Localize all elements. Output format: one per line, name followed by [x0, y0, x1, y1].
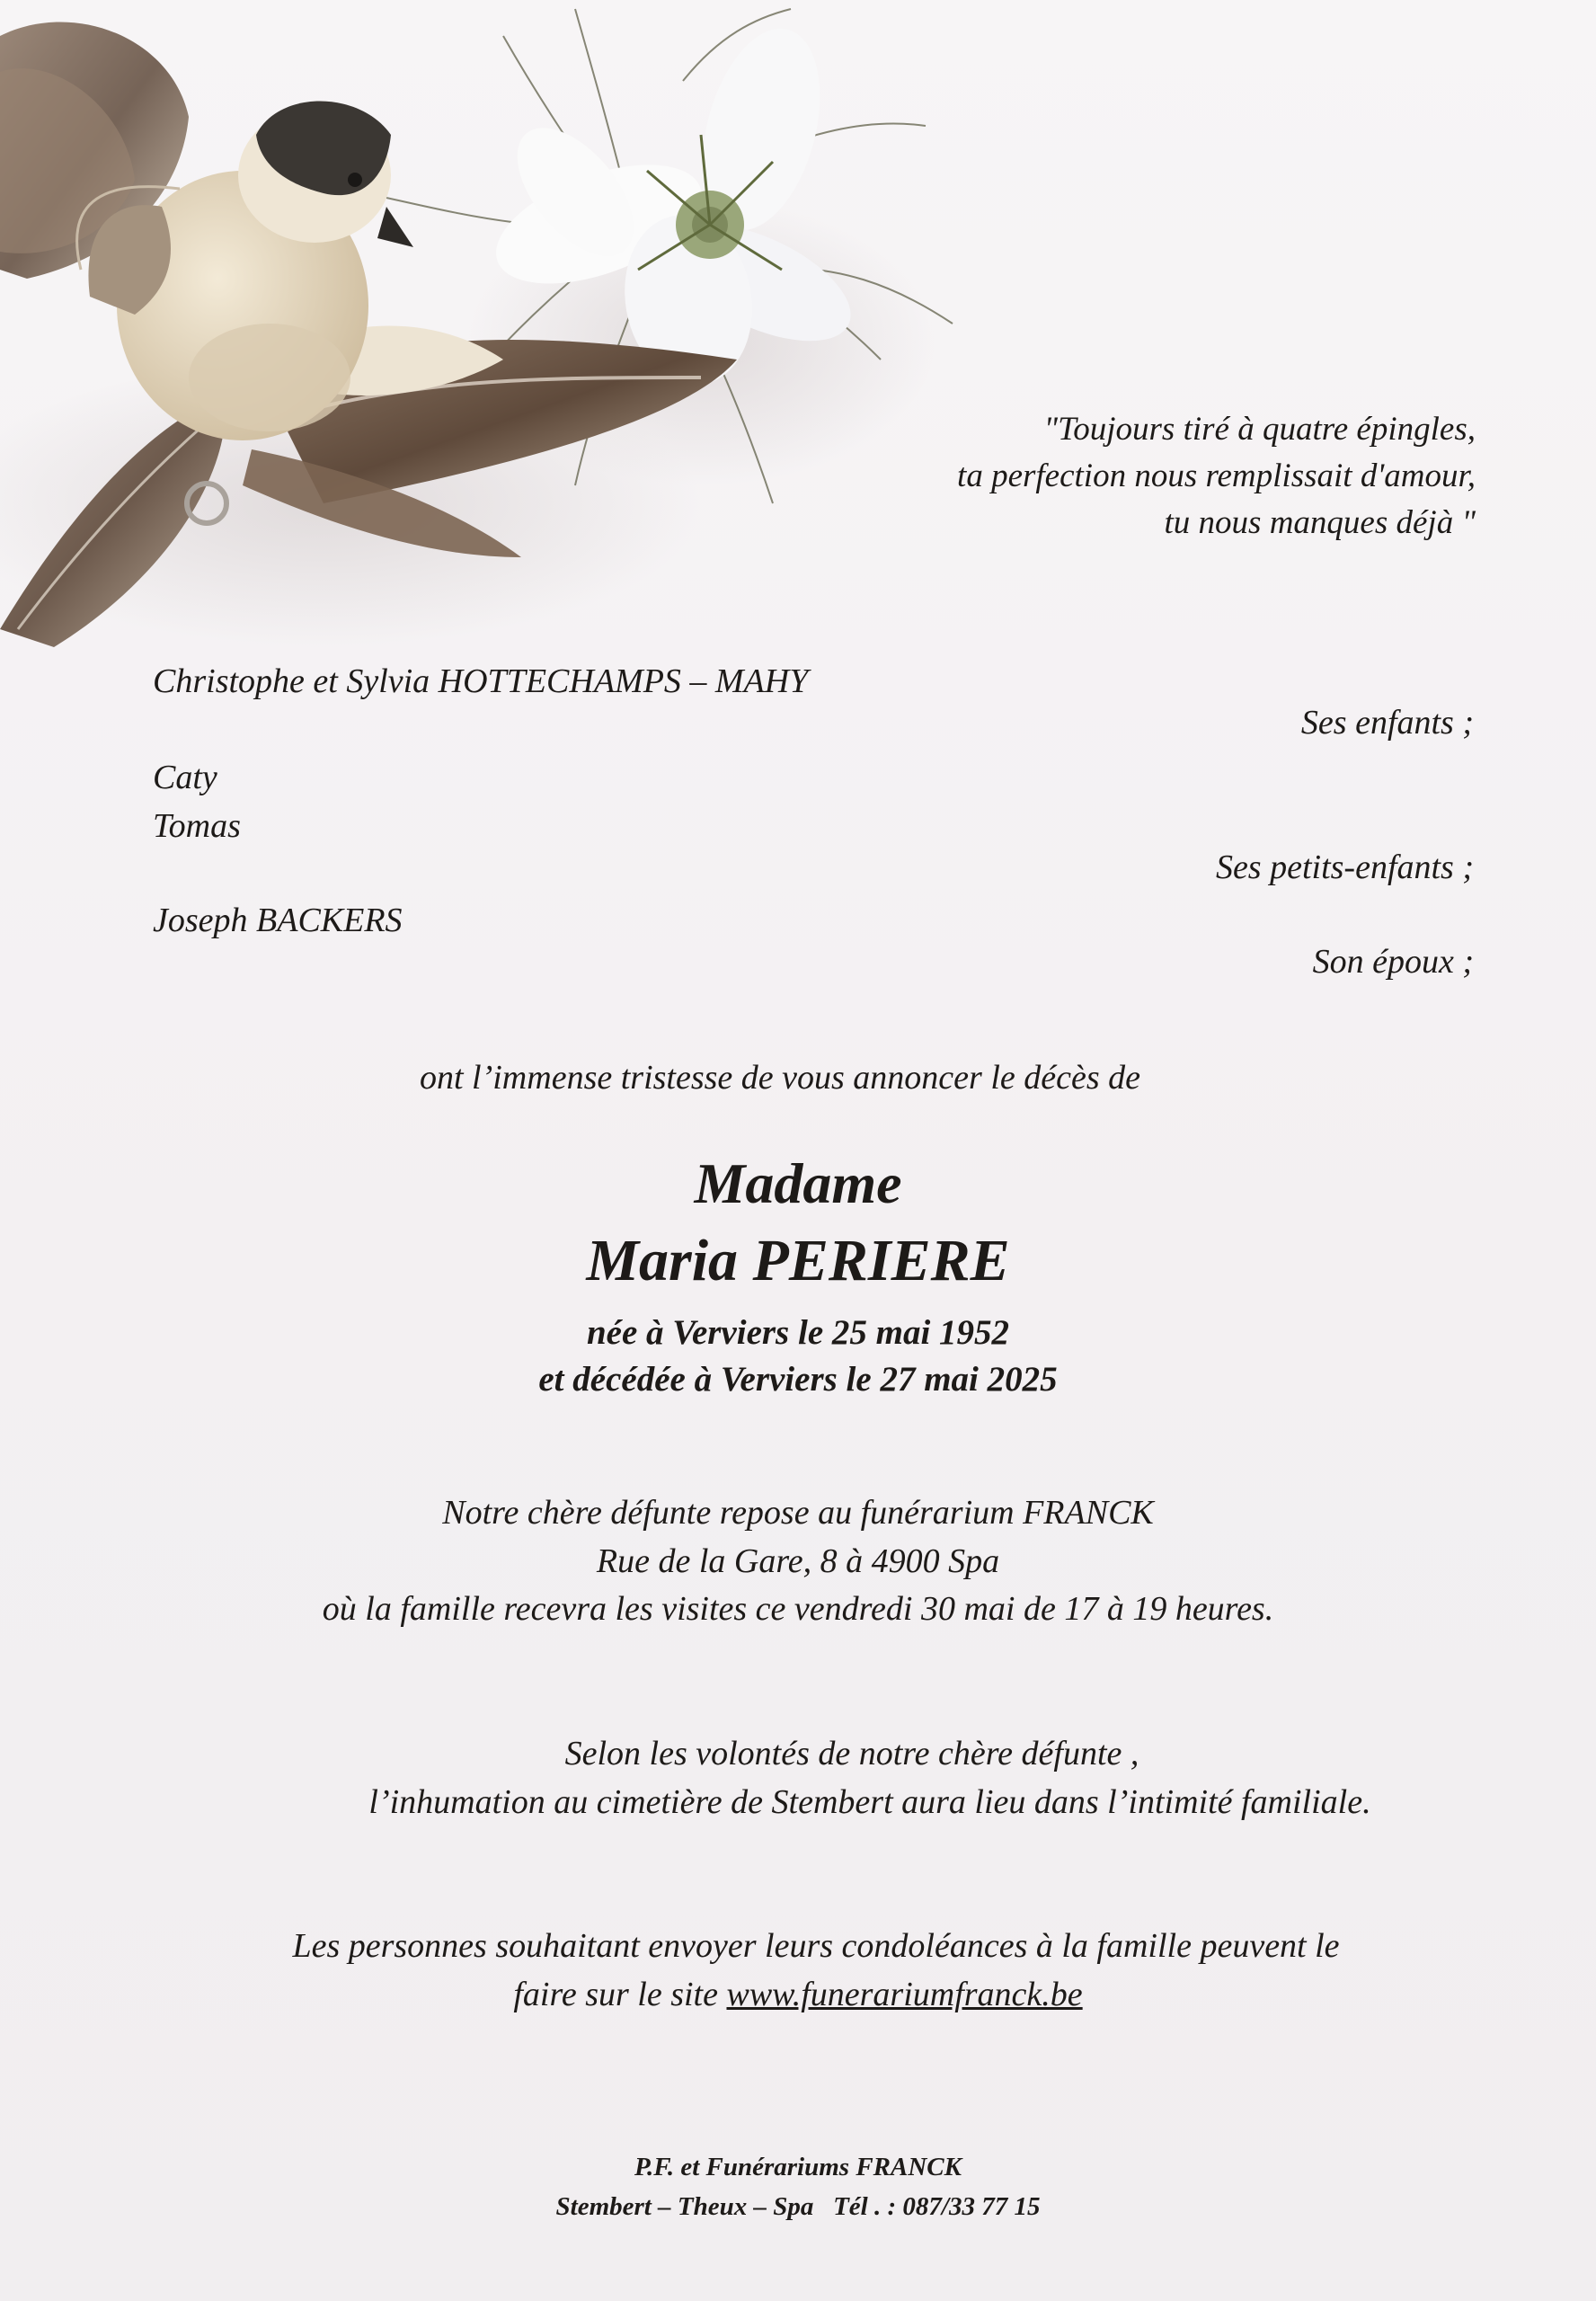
visitation-line-3: où la famille recevra les visites ce vendredi 30 mai de 17 à 19 heures.: [322, 1590, 1274, 1628]
grandchildren-label: Ses petits-enfants ;: [1215, 848, 1474, 886]
burial-line-2: l’inhumation au cimetière de Stembert aura lieu dans l’intimité familiale.: [368, 1783, 1371, 1821]
funerarium-website-link[interactable]: www.funerariumfranck.be: [726, 1976, 1083, 2013]
spouse-name: Joseph BACKERS: [153, 902, 403, 939]
children-label: Ses enfants ;: [1300, 704, 1474, 742]
visitation-line-1: Notre chère défunte repose au funérarium FRANCK: [442, 1494, 1154, 1532]
death-line: et décédée à Verviers le 27 mai 2025: [538, 1360, 1058, 1399]
deceased-name: Maria PERIERE: [586, 1228, 1010, 1293]
spouse-label: Son époux ;: [1312, 943, 1474, 981]
quote-line-1: "Toujours tiré à quatre épingles,: [1043, 411, 1476, 448]
condolences-prefix: faire sur le site: [513, 1976, 727, 2013]
quote-line-3: tu nous manques déjà ": [1164, 504, 1476, 541]
visitation-line-2: Rue de la Gare, 8 à 4900 Spa: [596, 1542, 1000, 1580]
deceased-title: Madame: [694, 1151, 902, 1215]
children-names: Christophe et Sylvia HOTTECHAMPS – MAHY: [153, 662, 809, 700]
footer-company: P.F. et Funérariums FRANCK: [634, 2153, 962, 2181]
announcement-text: ont l’immense tristesse de vous annoncer le décès de: [419, 1059, 1140, 1097]
condolences-line-2: [0, 1975, 1596, 2014]
footer-contact: Stembert – Theux – Spa Tél . : 087/33 77 15: [555, 2192, 1041, 2221]
burial-line-1: Selon les volontés de notre chère défunte ,: [564, 1735, 1139, 1772]
bird-flower-illustration: [0, 0, 1015, 683]
condolences-line-1: Les personnes souhaitant envoyer leurs condoléances à la famille peuvent le: [292, 1927, 1340, 1965]
birth-line: née à Verviers le 25 mai 1952: [586, 1313, 1010, 1352]
grandchild-caty: Caty: [153, 759, 217, 796]
quote-block: [957, 406, 1476, 546]
grandchild-tomas: Tomas: [153, 807, 241, 845]
quote-line-2: ta perfection nous remplissait d'amour,: [957, 458, 1476, 494]
